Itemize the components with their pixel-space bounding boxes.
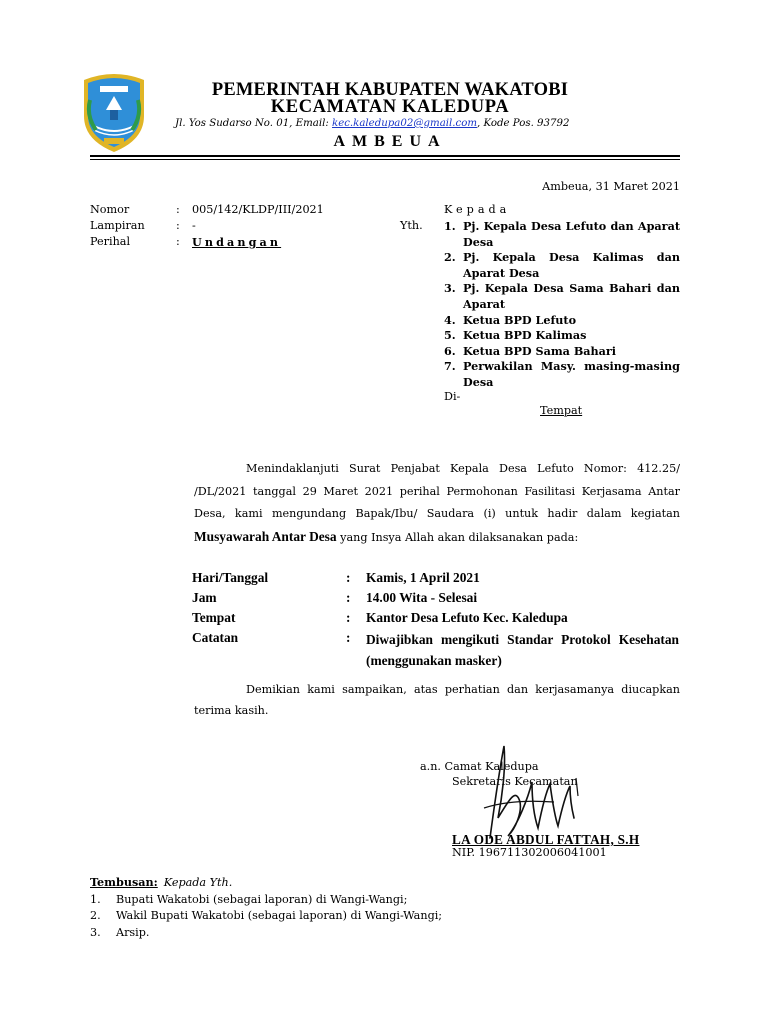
event-note-colon: : (346, 630, 351, 645)
closing-paragraph (194, 680, 680, 721)
event-date-label: Hari/Tanggal (192, 570, 269, 585)
regency-logo (80, 70, 148, 154)
subject-label: Perihal (90, 235, 131, 248)
subject-value-text: Undangan (192, 235, 282, 249)
cc-number: 1. (90, 893, 101, 906)
attachment-colon: : (176, 219, 180, 232)
recipient-item (444, 328, 680, 344)
cc-item (90, 892, 442, 908)
cc-number: 3. (90, 925, 101, 939)
signatory-title: Sekretaris Kecamatan (452, 775, 578, 788)
recipient-item (444, 250, 680, 281)
number-label: Nomor (90, 203, 130, 216)
address-suffix: , Kode Pos. 93792 (477, 118, 570, 129)
subject-value (192, 235, 281, 249)
recipient-text: Pj. Kepala Desa Lefuto dan Aparat Desa (463, 219, 680, 249)
number-colon: : (176, 203, 180, 216)
attachment-label: Lampiran (90, 219, 145, 232)
event-place-colon: : (346, 610, 351, 625)
recipient-text: Ketua BPD Lefuto (463, 312, 577, 327)
address-line (175, 118, 635, 129)
recipient-text: Ketua BPD Kalimas (463, 328, 587, 343)
recipient-number: 5. (444, 328, 456, 343)
number-value: 005/142/KLDP/III/2021 (192, 203, 324, 216)
signatory-on-behalf: a.n. Camat Kaledupa (420, 760, 539, 773)
event-place-label: Tempat (192, 610, 236, 625)
body-text-post: yang Insya Allah akan dilaksanakan pada: (336, 530, 579, 544)
government-name: PEMERINTAH KABUPATEN WAKATOBI (211, 80, 569, 100)
body-paragraph (194, 458, 680, 549)
recipient-number: 1. (444, 219, 456, 233)
date-line: Ambeua, 31 Maret 2021 (542, 180, 680, 193)
recipient-text: Pj. Kepala Desa Sama Bahari dan Aparat (463, 281, 680, 311)
signatory-nip: NIP. 196711302006041001 (452, 846, 607, 859)
cc-item (90, 908, 442, 924)
place-name: AMBEUA (333, 133, 447, 150)
cc-intro: Kepada Yth. (163, 876, 233, 889)
recipient-list (444, 219, 680, 391)
event-date-colon: : (346, 570, 351, 585)
recipient-item (444, 281, 680, 312)
di-label: Di- (444, 390, 461, 403)
recipient-number: 3. (444, 281, 456, 296)
event-note-value: Diwajibkan mengikuti Standar Protokol Kesehatan (menggunakan masker) (366, 632, 679, 668)
event-place-value: Kantor Desa Lefuto Kec. Kaledupa (366, 610, 568, 625)
event-date-value: Kamis, 1 April 2021 (366, 570, 480, 585)
recipient-number: 6. (444, 343, 456, 358)
tempat-label: Tempat (540, 404, 583, 417)
email-link[interactable]: kec.kaledupa02@gmail.com (332, 118, 478, 129)
recipient-item (444, 359, 680, 390)
event-name: Musyawarah Antar Desa (194, 528, 337, 544)
recipient-item (444, 313, 680, 329)
district-name: KECAMATAN KALEDUPA (270, 97, 510, 117)
recipient-number: 4. (444, 312, 456, 327)
letterhead-rule-thin (90, 159, 680, 160)
subject-colon: : (176, 235, 180, 248)
closing-text: Demikian kami sampaikan, atas perhatian dan kerjasamanya diucapkan terima kasih. (194, 683, 680, 717)
kepada-label: Kepada (444, 203, 511, 216)
event-time-value: 14.00 Wita - Selesai (366, 590, 478, 605)
event-time-label: Jam (192, 590, 217, 605)
recipient-text: Ketua BPD Sama Bahari (463, 343, 617, 358)
recipient-item (444, 219, 680, 250)
cc-item (90, 925, 442, 941)
event-note-label: Catatan (192, 630, 239, 645)
cc-text: Wakil Bupati Wakatobi (sebagai laporan) di Wangi-Wangi; (116, 909, 443, 923)
cc-number: 2. (90, 909, 101, 923)
cc-list (90, 892, 442, 941)
attachment-value: - (192, 219, 196, 232)
recipient-number: 2. (444, 250, 456, 265)
cc-heading (90, 875, 232, 889)
event-time-colon: : (346, 590, 351, 605)
body-text-pre: Menindaklanjuti Surat Penjabat Kepala Desa Lefuto Nomor: 412.25/ /DL/2021 tanggal 29 Maret 2021 perihal Permohonan Fasilitasi Kerjasama Antar Desa, kami mengundang Bapak/Ibu/ Saudara (i) untuk hadir dalam kegiatan (194, 462, 680, 521)
recipient-item (444, 344, 680, 360)
recipient-text: Perwakilan Masy. masing-masing Desa (463, 359, 680, 389)
yth-label: Yth. (400, 219, 423, 232)
cc-text: Arsip. (116, 925, 150, 939)
cc-text: Bupati Wakatobi (sebagai laporan) di Wangi-Wangi; (116, 893, 408, 906)
recipient-text: Pj. Kepala Desa Kalimas dan Aparat Desa (463, 250, 680, 280)
recipient-number: 7. (444, 359, 456, 374)
letterhead-rule (90, 155, 680, 157)
address-prefix: Jl. Yos Sudarso No. 01, Email: (175, 118, 333, 129)
cc-label: Tembusan: (90, 875, 158, 889)
signatory-name: LA ODE ABDUL FATTAH, S.H (452, 832, 640, 847)
